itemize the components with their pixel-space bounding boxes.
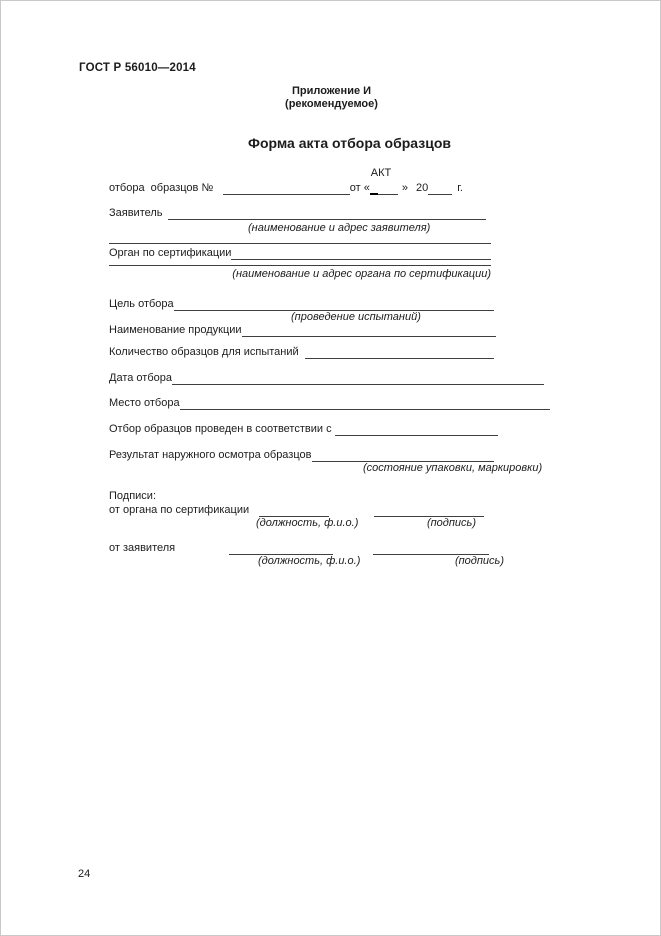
selection-place-label: Место отбора xyxy=(109,397,180,409)
act-date-year-blank xyxy=(428,182,452,195)
purpose-blank xyxy=(174,298,494,311)
signature-row-applicant xyxy=(109,542,489,555)
signature-applicant-position-blank xyxy=(229,542,333,555)
signature-row-cert-body xyxy=(109,504,484,517)
field-selection-date xyxy=(109,372,544,385)
form-body xyxy=(109,167,557,568)
applicant-caption: (наименование и адрес заявителя) xyxy=(248,222,431,234)
act-number-blank xyxy=(223,182,350,195)
cert-body-extra-blank xyxy=(109,261,491,266)
applicant-label: Заявитель xyxy=(109,207,163,219)
purpose-caption-row xyxy=(109,311,557,324)
field-applicant xyxy=(109,207,486,220)
field-sample-quantity xyxy=(109,346,494,359)
signatures-heading-row xyxy=(109,490,557,503)
selection-place-blank xyxy=(180,397,550,410)
accordance-blank xyxy=(335,423,498,436)
act-date-day-blank xyxy=(378,182,398,195)
annex-title: Приложение И xyxy=(291,85,372,97)
act-number-row xyxy=(109,182,463,195)
field-accordance xyxy=(109,423,498,436)
act-date-year-prefix: 20 xyxy=(416,182,429,194)
annex-heading xyxy=(1,85,661,111)
field-cert-body xyxy=(109,247,491,260)
product-name-label: Наименование продукции xyxy=(109,324,242,336)
applicant-extra-blank xyxy=(109,237,491,244)
inspection-result-caption-row xyxy=(109,462,661,475)
cert-body-caption: (наименование и адрес органа по сертификации) xyxy=(232,268,491,280)
cert-body-caption-row xyxy=(109,268,491,281)
signature-applicant-label: от заявителя xyxy=(109,542,176,554)
cert-body-blank xyxy=(231,247,491,260)
signature-caption-row-cert-body xyxy=(109,517,484,530)
signature-caption: (подпись) xyxy=(454,555,504,567)
sample-quantity-blank xyxy=(305,346,494,359)
signature-applicant-sign-blank xyxy=(373,542,489,555)
inspection-result-label: Результат наружного осмотра образцов xyxy=(109,449,312,461)
act-date-day-blank-bold xyxy=(370,182,378,195)
signature-caption: (подпись) xyxy=(426,517,476,529)
sample-quantity-label: Количество образцов для испытаний xyxy=(109,346,299,358)
field-purpose xyxy=(109,298,494,311)
field-selection-place xyxy=(109,397,550,410)
position-caption: (должность, ф.и.о.) xyxy=(256,517,359,529)
applicant-caption-row xyxy=(109,222,557,235)
page-number: 24 xyxy=(78,868,91,880)
act-number-label: отбора образцов № xyxy=(109,182,214,194)
signature-cert-body-position-blank xyxy=(259,504,329,517)
position-caption: (должность, ф.и.о.) xyxy=(258,555,361,567)
field-inspection-result xyxy=(109,449,494,462)
cert-body-label: Орган по сертификации xyxy=(109,247,232,259)
standard-reference: ГОСТ Р 56010—2014 xyxy=(79,62,196,74)
annex-note: (рекомендуемое) xyxy=(285,98,378,110)
signature-cert-body-sign-blank xyxy=(374,504,484,517)
purpose-label: Цель отбора xyxy=(109,298,174,310)
inspection-result-blank xyxy=(312,449,495,462)
act-heading: АКТ xyxy=(370,167,392,179)
signature-caption-row-applicant xyxy=(109,555,504,568)
accordance-label: Отбор образцов проведен в соответствии с xyxy=(109,423,332,435)
field-product-name xyxy=(109,324,496,337)
selection-date-blank xyxy=(172,372,544,385)
applicant-blank xyxy=(168,207,486,220)
form-title: Форма акта отбора образцов xyxy=(248,135,451,151)
inspection-result-caption: (состояние упаковки, маркировки) xyxy=(363,462,543,474)
act-date-quote-close: » xyxy=(401,182,409,194)
act-date-from-label: от « xyxy=(349,182,370,194)
purpose-caption: (проведение испытаний) xyxy=(291,311,421,323)
signatures-heading: Подписи: xyxy=(109,490,157,502)
act-date-year-suffix: г. xyxy=(457,182,463,194)
product-name-blank xyxy=(242,324,496,337)
signature-cert-body-label: от органа по сертификации xyxy=(109,504,250,516)
selection-date-label: Дата отбора xyxy=(109,372,172,384)
